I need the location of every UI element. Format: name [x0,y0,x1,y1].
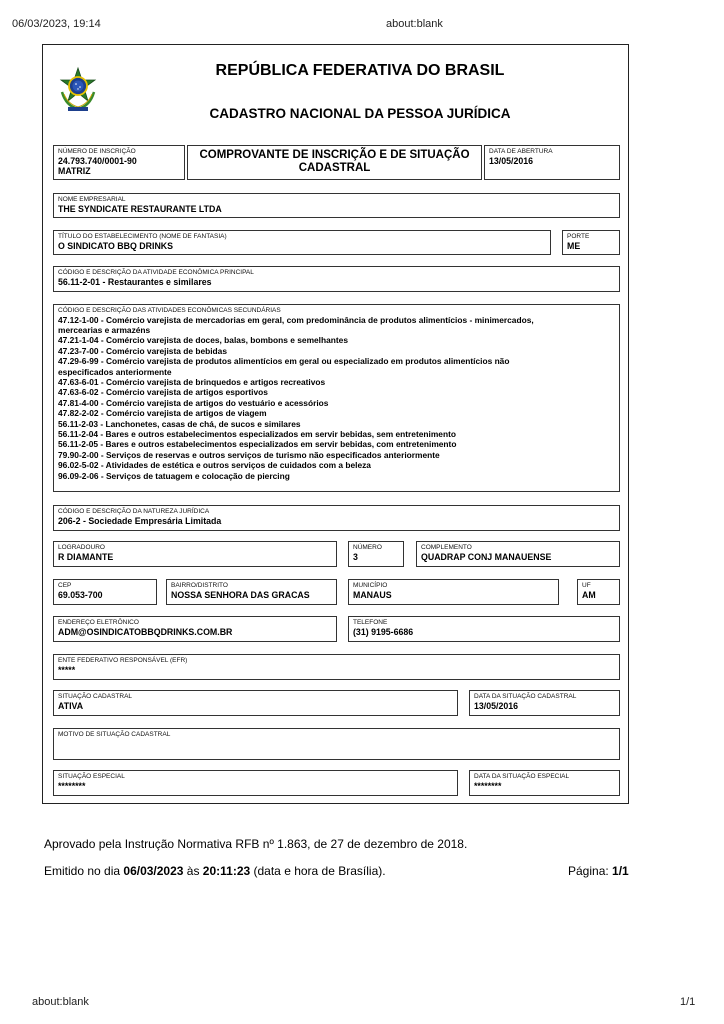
secondary-activity-line: 96.09-2-06 - Serviços de tatuagem e colocação de piercing [58,470,290,481]
document-title-line2: CADASTRAL [298,162,371,174]
street-box [53,541,337,567]
secondary-activity-line: 56.11-2-05 - Bares e outros estabelecimentos especializados em servir bebidas, com entretenimento [58,439,457,450]
trade-name-value: O SINDICATO BBQ DRINKS [58,240,174,251]
complement-value: QUADRAP CONJ MANAUENSE [421,551,552,562]
district-value: NOSSA SENHORA DAS GRACAS [171,589,310,600]
status-reason-label: MOTIVO DE SITUAÇÃO CADASTRAL [58,731,171,738]
uf-label: UF [582,582,591,589]
legal-nature-value: 206-2 - Sociedade Empresária Limitada [58,515,222,526]
emission-date: 06/03/2023 [123,864,184,878]
registration-type-value: MATRIZ [58,165,91,176]
status-box [53,690,458,716]
document-title-line1: COMPROVANTE DE INSCRIÇÃO E DE SITUAÇÃO [199,149,470,161]
main-activity-box [53,266,620,292]
document-title-box [187,145,482,180]
secondary-activity-line: 47.63-6-02 - Comércio varejista de artigos esportivos [58,387,268,398]
secondary-activity-line: 47.81-4-00 - Comércio varejista de artigos do vestuário e acessórios [58,397,329,408]
page-value: 1/1 [612,864,629,878]
secondary-activities-list [58,315,615,482]
special-status-box [53,770,458,796]
print-page-count: 1/1 [680,996,696,1008]
emission-time: 20:11:23 [202,864,251,878]
efr-value: ***** [58,664,76,675]
cep-value: 69.053-700 [58,589,103,600]
secondary-activity-line: 47.63-6-01 - Comércio varejista de brinquedos e artigos recreativos [58,376,326,387]
company-size-value: ME [567,240,581,251]
legal-nature-box [53,505,620,531]
status-date-value: 13/05/2016 [474,700,519,711]
city-box [348,579,559,605]
main-activity-value: 56.11-2-01 - Restaurantes e similares [58,276,212,287]
emission-mid: às [183,864,203,878]
uf-box [577,579,620,605]
special-status-date-value: ******** [474,780,502,791]
secondary-activity-line: 47.12-1-00 - Comércio varejista de mercadorias em geral, com predominância de produtos alimentícios - minimercados, [58,314,534,325]
status-reason-box [53,728,620,760]
special-status-date-label: DATA DA SITUAÇÃO ESPECIAL [474,773,570,780]
efr-label: ENTE FEDERATIVO RESPONSÁVEL (EFR) [58,657,188,664]
secondary-activity-line: 47.21-1-04 - Comércio varejista de doces, balas, bombons e semelhantes [58,335,348,346]
opening-date-box [484,145,620,180]
secondary-activity-line: 47.29-6-99 - Comércio varejista de produtos alimentícios em geral ou especializado em produtos alimentícios não [58,356,510,367]
city-label: MUNICÍPIO [353,582,388,589]
company-name-label: NOME EMPRESARIAL [58,196,126,203]
secondary-activity-line: 47.23-7-00 - Comércio varejista de bebidas [58,345,227,356]
special-status-date-box [469,770,620,796]
registration-number-box [53,145,185,180]
registration-number-label: NÚMERO DE INSCRIÇÃO [58,148,136,155]
phone-box [348,616,620,642]
street-number-box [348,541,404,567]
company-name-value: THE SYNDICATE RESTAURANTE LTDA [58,203,222,214]
phone-label: TELEFONE [353,619,388,626]
email-value: ADM@OSINDICATOBBQDRINKS.COM.BR [58,626,233,637]
trade-name-label: TÍTULO DO ESTABELECIMENTO (NOME DE FANTASIA) [58,233,227,240]
secondary-activities-label: CÓDIGO E DESCRIÇÃO DAS ATIVIDADES ECONÔMICAS SECUNDÁRIAS [58,307,281,314]
secondary-activity-line: 96.02-5-02 - Atividades de estética e outros serviços de cuidados com a beleza [58,460,371,471]
emission-suffix: (data e hora de Brasília). [250,864,386,878]
print-url-top: about:blank [386,18,443,30]
efr-box [53,654,620,680]
district-label: BAIRRO/DISTRITO [171,582,228,589]
email-label: ENDEREÇO ELETRÔNICO [58,619,139,626]
page-subtitle: CADASTRO NACIONAL DA PESSOA JURÍDICA [209,106,511,121]
status-label: SITUAÇÃO CADASTRAL [58,693,133,700]
secondary-activity-line: mercearias e armazéns [58,324,151,335]
status-value: ATIVA [58,700,84,711]
street-value: R DIAMANTE [58,551,114,562]
street-label: LOGRADOURO [58,544,105,551]
company-size-label: PORTE [567,233,590,240]
secondary-activities-box [53,304,620,492]
city-value: MANAUS [353,589,392,600]
secondary-activity-line: 56.11-2-04 - Bares e outros estabelecimentos especializados em servir bebidas, sem entretenimento [58,428,456,439]
emission-prefix: Emitido no dia [44,864,124,878]
secondary-activity-line: especificados anteriormente [58,366,172,377]
cep-box [53,579,157,605]
phone-value: (31) 9195-6686 [353,626,414,637]
approval-note: Aprovado pela Instrução Normativa RFB nº 1.863, de 27 de dezembro de 2018. [44,837,468,851]
email-box [53,616,337,642]
secondary-activity-line: 47.82-2-02 - Comércio varejista de artigos de viagem [58,408,267,419]
brazil-coat-of-arms-icon [56,66,100,114]
status-date-box [469,690,620,716]
page-indicator [568,864,629,878]
secondary-activity-line: 79.90-2-00 - Serviços de reservas e outros serviços de turismo não especificados anteriormente [58,449,440,460]
opening-date-label: DATA DE ABERTURA [489,148,553,155]
street-number-label: NÚMERO [353,544,382,551]
page-title: REPÚBLICA FEDERATIVA DO BRASIL [215,62,505,79]
opening-date-value: 13/05/2016 [489,155,534,166]
secondary-activity-line: 56.11-2-03 - Lanchonetes, casas de chá, de sucos e similares [58,418,301,429]
status-date-label: DATA DA SITUAÇÃO CADASTRAL [474,693,577,700]
print-datetime: 06/03/2023, 19:14 [12,18,101,30]
legal-nature-label: CÓDIGO E DESCRIÇÃO DA NATUREZA JURÍDICA [58,508,210,515]
page-label: Página: [568,864,613,878]
street-number-value: 3 [353,551,358,562]
company-size-box [562,230,620,255]
district-box [166,579,337,605]
special-status-value: ******** [58,780,86,791]
registration-number-value: 24.793.740/0001-90 [58,155,137,166]
emission-note [44,864,386,878]
special-status-label: SITUAÇÃO ESPECIAL [58,773,125,780]
cep-label: CEP [58,582,72,589]
trade-name-box [53,230,551,255]
company-name-box [53,193,620,218]
complement-box [416,541,620,567]
main-activity-label: CÓDIGO E DESCRIÇÃO DA ATIVIDADE ECONÔMICA PRINCIPAL [58,269,254,276]
print-url-bottom: about:blank [32,996,89,1008]
complement-label: COMPLEMENTO [421,544,472,551]
uf-value: AM [582,589,596,600]
